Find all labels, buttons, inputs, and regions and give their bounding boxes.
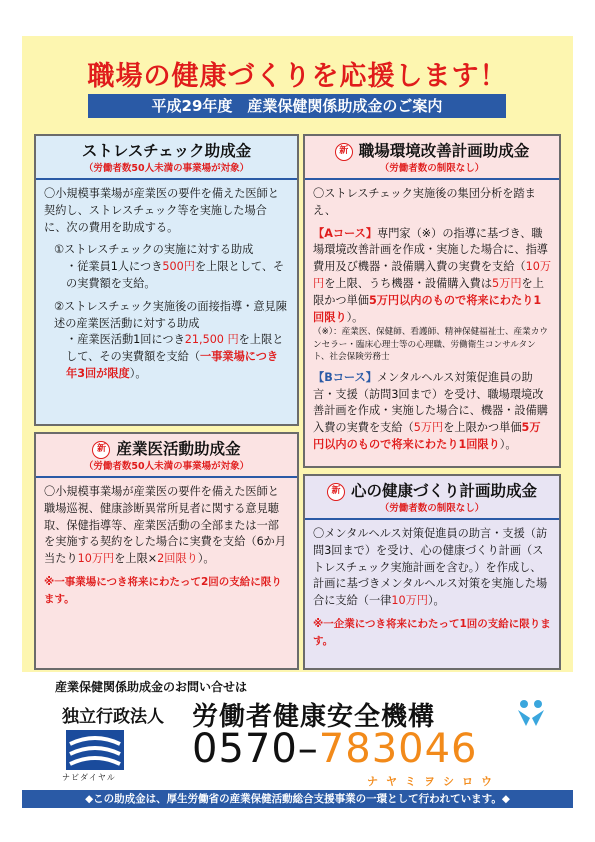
stress-check-heading: ストレスチェック助成金 (81, 142, 252, 160)
phone-number[interactable] (192, 726, 478, 772)
course-b-body (313, 370, 551, 454)
stress-item1-title: ①ストレスチェックの実施に対する助成 (54, 243, 254, 257)
new-badge: 新 (327, 483, 345, 501)
new-badge: 新 (92, 441, 110, 459)
phone-prefix: 0570– (192, 726, 319, 772)
text: 〇小規模事業場が産業医の要件を備えた医師と職場巡視、健康診断異常所見者に関する意見聴取、保健指導等、産業医活動の全部または一部を実施する契約をした場合に実費を支給（6か月当たり (44, 485, 287, 566)
course-a-body (313, 226, 551, 327)
divider (305, 178, 559, 180)
inquiry-label: 産業保健関係助成金のお問い合せは (55, 680, 248, 694)
workplace-intro: 〇ストレスチェック実施後の集団分析を踏まえ、 (313, 187, 536, 217)
bottom-note-bar: ◆この助成金は、厚生労働省の産業保健活動総合支援事業の一環として行われています。◆ (22, 790, 573, 808)
text: ）。 (427, 594, 445, 608)
stress-check-card (34, 134, 299, 426)
course-b-label: 【Bコース】 (313, 370, 377, 384)
course-b-amount: 5万円 (413, 421, 444, 435)
text: を上限かつ単価 (443, 421, 522, 435)
page-title: 職場の健康づくりを応援します！ (87, 61, 508, 92)
stress-item2-title: ②ストレスチェック実施後の面接指導・意見陳述の産業医活動に対する助成 (54, 299, 287, 330)
contact-section (22, 672, 573, 790)
stress-item1-body (44, 259, 289, 293)
navi-dial-logo-icon (66, 730, 124, 770)
workplace-heading: 職場環境改善計画助成金 (358, 142, 530, 160)
physician-eligibility: （労働者数50人未満の事業場が対象） (83, 461, 250, 472)
stress-item2-amount: 21,500 円 (184, 333, 239, 347)
phone-mnemonic: ナヤミヲシロウ (367, 775, 500, 788)
mental-warning: ※一企業につき将来にわたって1回の支給に限ります。 (313, 617, 551, 647)
new-badge: 新 (335, 143, 353, 161)
physician-times: 2回限り (157, 552, 198, 566)
mental-heading: 心の健康づくり計画助成金 (350, 482, 537, 500)
mascot-icon (514, 696, 548, 730)
text: ）。 (499, 438, 517, 452)
stress-item1-amount: 500円 (162, 260, 195, 274)
physician-amount: 10万円 (77, 552, 115, 566)
mental-health-plan-card (303, 474, 561, 670)
phone-digits: 783046 (318, 726, 478, 772)
divider (36, 178, 297, 180)
text: ・従業員1人につき (66, 260, 163, 274)
course-a-limit: 5万円以内のもので将来にわたり1回限り (313, 293, 542, 324)
navi-dial-label: ナビダイヤル (62, 773, 116, 782)
stress-check-intro: 〇小規模事業場が産業医の要件を備えた医師と契約し、ストレスチェック等を実施した場合に、次の費用を助成する。 (44, 187, 279, 234)
physician-heading: 産業医活動助成金 (116, 440, 241, 458)
divider (305, 518, 559, 520)
physician-warning: ※一事業場につき将来にわたって2回の支給に限ります。 (44, 575, 282, 605)
mental-eligibility: （労働者数の制限なし） (379, 503, 485, 514)
page-subtitle: 平成29年度 産業保健関係助成金のご案内 (88, 94, 506, 118)
physician-body (44, 484, 289, 568)
mental-heading-row (313, 480, 551, 502)
professional-footnote: （※）：産業医、保健師、看護師、精神保健福祉士、産業カウンセラー・臨床心理士等の心理職、労働衛生コンサルタント、社会保険労務士 (313, 327, 548, 363)
physician-activity-card (34, 432, 299, 670)
text: ・産業医活動1回につき (66, 333, 185, 347)
text: を上限として、その実費額を支給。 (66, 260, 285, 290)
org-prefix: 独立行政法人 (62, 707, 164, 727)
stress-item2-limit: 一事業場につき年3回が限度 (66, 350, 279, 380)
text: 専門家（※）の指導に基づき、職場環境改善計画を作成・実施した場合に、指導費用及び機器・設備購入費の実費を支給（ (313, 226, 548, 274)
stress-item2-body (44, 332, 289, 382)
divider (36, 476, 297, 478)
mental-amount: 10万円 (391, 594, 428, 608)
workplace-heading-row (313, 140, 551, 162)
text: ）。 (129, 366, 147, 380)
text: を上限として、その実費額を支給（ (66, 333, 284, 364)
course-a-amount: 10万円 (313, 260, 552, 290)
course-a-label: 【Aコース】 (313, 226, 378, 240)
text: ）。 (197, 552, 215, 566)
physician-heading-row (44, 438, 289, 460)
text: 〇メンタルヘルス対策促進員の助言・支援（訪問3回まで）を受け、心の健康づくり計画（ストレスチェック実施計画を含む。）を作成し、計画に基づきメンタルヘルス対策を実施した場合に支給（一律 (313, 527, 548, 608)
text: を上限、うち機器・設備購入費は (324, 276, 493, 290)
course-a-amount2: 5万円 (492, 276, 522, 290)
org-name: 労働者健康安全機構 (192, 702, 436, 732)
course-b-limit: 5万円以内のもので将来にわたり1回限り (313, 421, 541, 452)
text: メンタルヘルス対策促進員の助言・支援（訪問3回まで）を受け、職場環境改善計画を作成・実施した場合に、機器・設備購入費の実費を支給（ (313, 370, 548, 435)
workplace-eligibility: （労働者数の制限なし） (379, 163, 485, 174)
workplace-improvement-card (303, 134, 561, 468)
text: ）。 (346, 310, 364, 324)
stress-check-eligibility: （労働者数50人未満の事業場が対象） (83, 163, 250, 174)
mental-body (313, 526, 551, 610)
text: を上限× (114, 552, 158, 566)
text: を上限かつ単価 (313, 276, 544, 307)
